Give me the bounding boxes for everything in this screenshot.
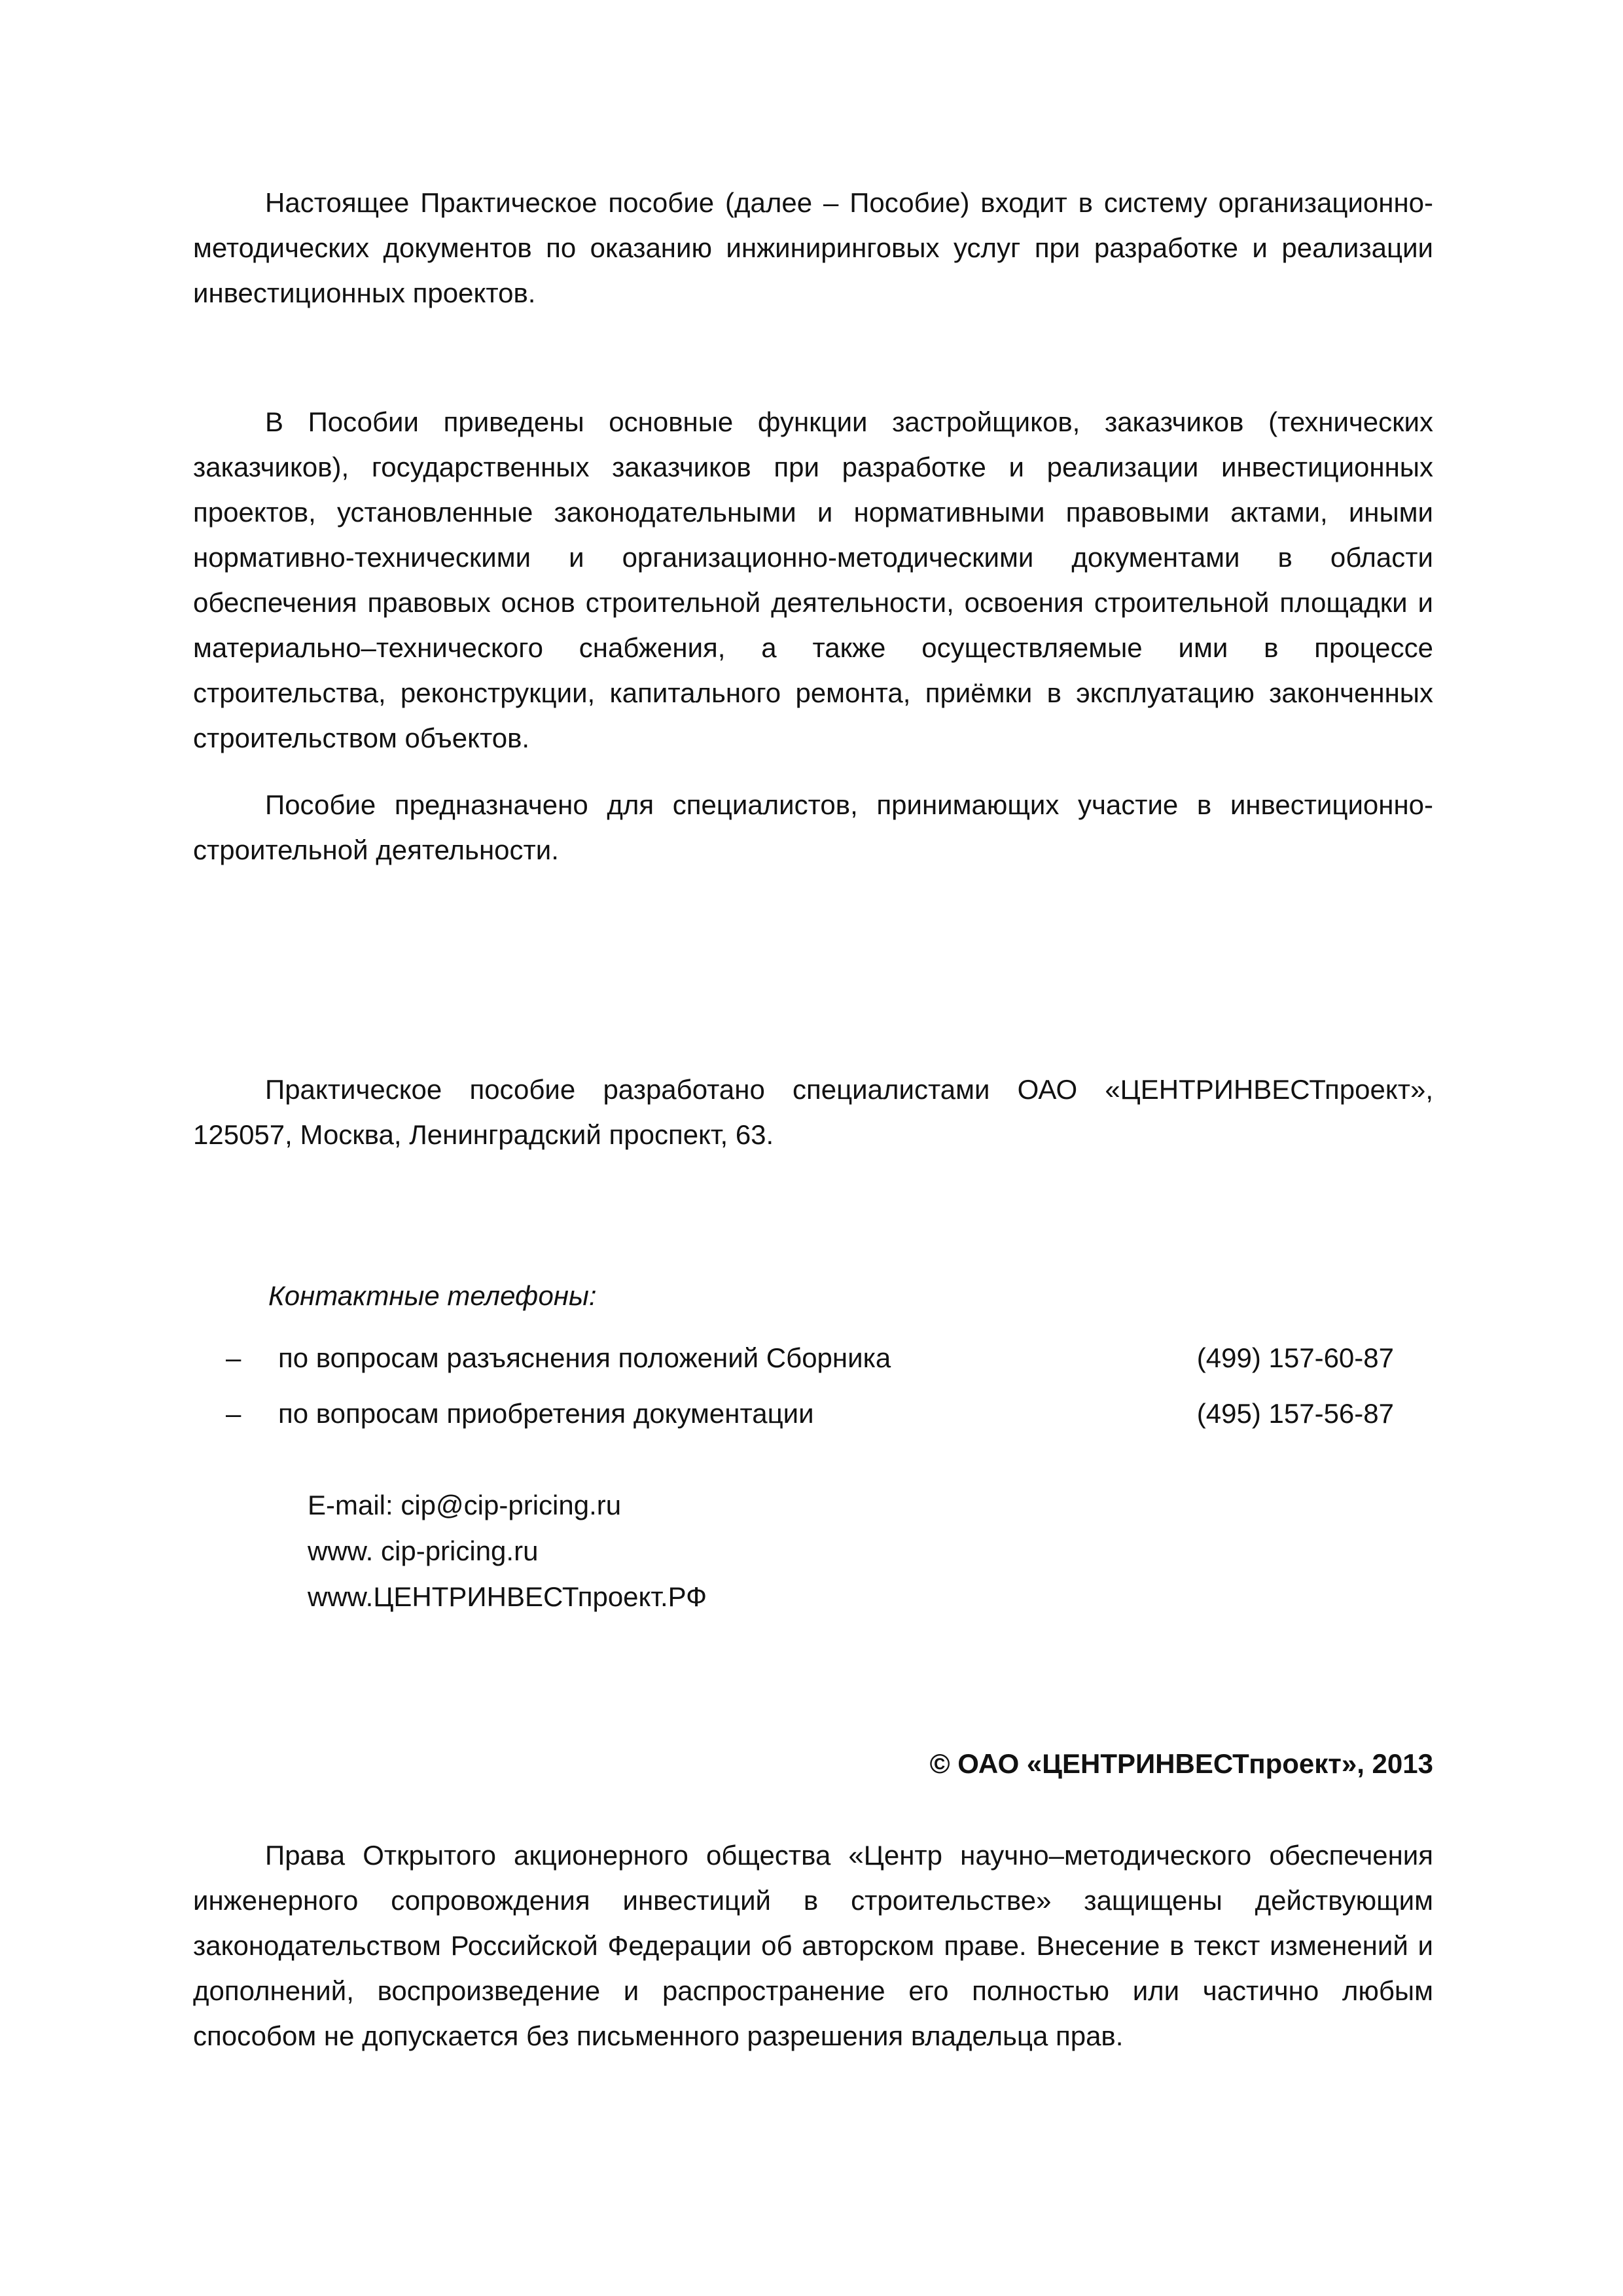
contact-dash: – — [226, 1398, 241, 1429]
purpose-paragraph: Пособие предназначено для специалистов, принимающих участие в инвестиционно-строительной деятельности. — [193, 789, 1433, 865]
rights-paragraph: Права Открытого акционерного общества «Центр научно–методического обеспечения инженерного сопровождения инвестиций в строительстве» защищены действующим законодательством Российской Федерации об авторском праве. Внесение в текст изменений и дополнений, воспроизведение и распространение его полностью или частично любым способом не допускается без письменного разрешения владельца прав. — [193, 1840, 1433, 2051]
website-link[interactable]: www. cip-pricing.ru — [308, 1535, 539, 1566]
contact-phone: (495) 157-56-87 — [1196, 1398, 1394, 1429]
rights-paragraph-block — [193, 1833, 1433, 2058]
email-link[interactable]: E-mail: cip@cip-pricing.ru — [308, 1490, 622, 1520]
developer-paragraph-block — [193, 1067, 1433, 1157]
purpose-paragraph-block — [193, 782, 1433, 872]
contact-row — [226, 1394, 1394, 1433]
contact-phone: (499) 157-60-87 — [1196, 1342, 1394, 1373]
functions-paragraph: В Пособии приведены основные функции застройщиков, заказчиков (технических заказчиков), государственных заказчиков при разработке и реализации инвестиционных проектов, установленные законодательными и нормативными правовыми актами, иными нормативно-техническими и организационно-методическими документами в области обеспечения правовых основ строительной деятельности, освоения строительной площадки и материально–технического снабжения, а также осуществляемые ими в процессе строительства, реконструкции, капитального ремонта, приёмки в эксплуатацию законченных строительством объектов. — [193, 406, 1433, 753]
web-links — [308, 1482, 707, 1620]
copyright-notice: © ОАО «ЦЕНТРИНВЕСТпроект», 2013 — [929, 1748, 1433, 1779]
website-rf-link[interactable]: www.ЦЕНТРИНВЕСТпроект.РФ — [308, 1581, 707, 1612]
contact-label: по вопросам разъяснения положений Сборника — [278, 1342, 891, 1373]
contacts-title: Контактные телефоны: — [268, 1280, 597, 1311]
contact-label: по вопросам приобретения документации — [278, 1398, 814, 1429]
developer-paragraph: Практическое пособие разработано специалистами ОАО «ЦЕНТРИНВЕСТпроект», 125057, Москва, Ленинградский проспект, 63. — [193, 1074, 1433, 1150]
contact-row — [226, 1338, 1394, 1378]
functions-paragraph-block — [193, 399, 1433, 761]
intro-paragraph-block — [193, 180, 1433, 315]
intro-paragraph: Настоящее Практическое пособие (далее – Пособие) входит в систему организационно-методических документов по оказанию инжиниринговых услуг при разработке и реализации инвестиционных проектов. — [193, 187, 1433, 308]
contact-dash: – — [226, 1342, 241, 1373]
